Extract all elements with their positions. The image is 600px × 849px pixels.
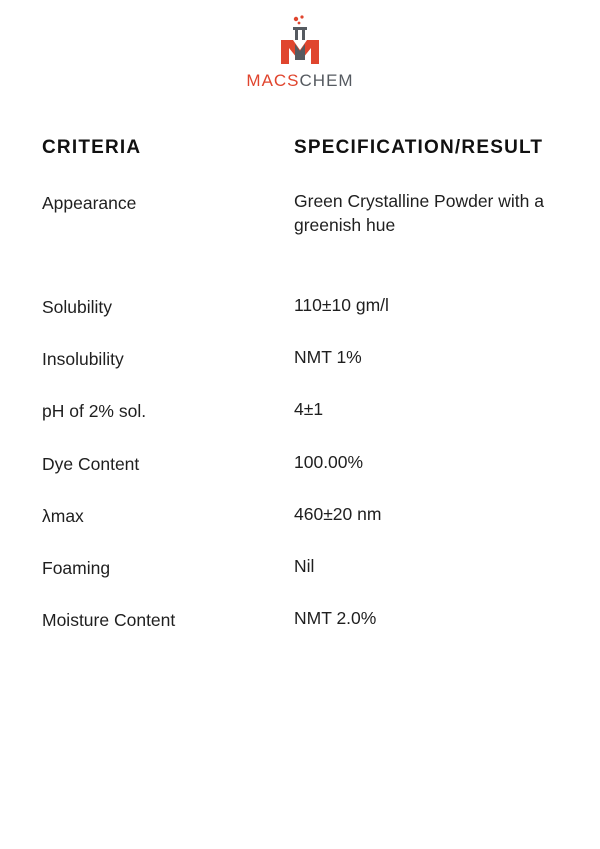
logo-wordmark	[0, 71, 600, 91]
spec-cell: 100.00%	[294, 452, 364, 472]
spec-cell: Green Crystalline Powder with a greenish hue	[294, 191, 544, 235]
spec-cell: NMT 1%	[294, 347, 362, 367]
spec-cell: 110±10 gm/l	[294, 295, 389, 315]
spec-cell: Nil	[294, 556, 315, 576]
specification-header: SPECIFICATION/RESULT	[294, 137, 544, 158]
criteria-cell: Foaming	[42, 558, 111, 578]
flask-icon	[277, 14, 323, 68]
spec-cell: 4±1	[294, 399, 324, 419]
criteria-header: CRITERIA	[42, 137, 142, 158]
spec-cell: NMT 2.0%	[294, 608, 377, 628]
criteria-cell: Dye Content	[42, 454, 140, 474]
company-logo	[0, 14, 600, 91]
criteria-cell: Insolubility	[42, 349, 124, 369]
logo-text-macs: MACS	[246, 71, 300, 90]
logo-text-chem: CHEM	[299, 71, 354, 90]
criteria-cell: λmax	[42, 506, 84, 526]
criteria-cell: pH of 2% sol.	[42, 401, 147, 421]
spec-cell: 460±20 nm	[294, 504, 382, 524]
criteria-cell: Solubility	[42, 297, 113, 317]
criteria-cell: Appearance	[42, 193, 137, 213]
criteria-cell: Moisture Content	[42, 610, 176, 630]
